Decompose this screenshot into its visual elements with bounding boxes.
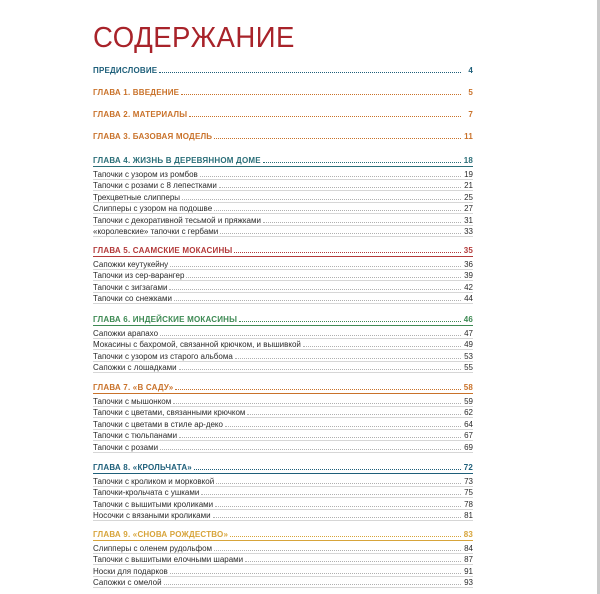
chapter-page-number: 5 bbox=[468, 88, 473, 97]
toc-chapter-entry[interactable] bbox=[93, 86, 473, 97]
toc-item-entry[interactable] bbox=[93, 281, 473, 293]
dot-leader bbox=[200, 176, 461, 177]
item-title: Тапочки-крольчата с ушками bbox=[93, 488, 200, 498]
dot-leader bbox=[235, 358, 461, 359]
toc-item-entry[interactable] bbox=[93, 327, 473, 339]
item-page-number: 42 bbox=[464, 282, 473, 292]
toc-item-entry[interactable] bbox=[93, 475, 473, 487]
toc-item-entry[interactable] bbox=[93, 441, 473, 453]
toc-chapter-entry[interactable] bbox=[93, 108, 473, 119]
dot-leader bbox=[220, 233, 461, 234]
chapter-title: ГЛАВА 2. МАТЕРИАЛЫ bbox=[93, 110, 188, 119]
item-title: Тапочки с мышонком bbox=[93, 397, 172, 406]
dot-leader bbox=[170, 266, 461, 267]
dot-leader bbox=[234, 252, 461, 253]
chapter-page-number: 11 bbox=[464, 132, 473, 141]
dot-leader bbox=[230, 536, 461, 537]
toc-item-entry[interactable] bbox=[93, 292, 473, 304]
chapter-title: ГЛАВА 9. «СНОВА РОЖДЕСТВО» bbox=[93, 530, 229, 539]
dot-leader bbox=[216, 483, 461, 484]
item-page-number: 93 bbox=[464, 578, 473, 588]
dot-leader bbox=[164, 584, 461, 585]
item-title: Тапочки из сер-варангер bbox=[93, 271, 185, 281]
toc-chapter-entry[interactable] bbox=[93, 528, 473, 539]
dot-leader bbox=[201, 494, 461, 495]
item-title: «королевские» тапочки с гербами bbox=[93, 227, 219, 237]
chapter-page-number: 18 bbox=[463, 156, 473, 165]
toc-item-entry[interactable] bbox=[93, 576, 473, 588]
item-title: Тапочки с зигзагами bbox=[93, 282, 168, 292]
toc-item-entry[interactable] bbox=[93, 565, 473, 577]
item-title: Тапочки с вышитыми кроликами bbox=[93, 499, 214, 509]
item-title: Тапочки с цветами, связанными крючком bbox=[93, 408, 246, 418]
chapter-underline bbox=[93, 166, 473, 167]
toc-item-entry[interactable] bbox=[93, 486, 473, 498]
dot-leader bbox=[214, 550, 461, 551]
toc-item-entry[interactable] bbox=[93, 361, 473, 373]
item-page-number: 53 bbox=[464, 351, 473, 361]
item-title: Носочки с вязаными кроликами bbox=[93, 511, 211, 521]
toc-item-entry[interactable] bbox=[93, 498, 473, 510]
item-title: Тапочки с узором из старого альбома bbox=[93, 351, 233, 361]
toc-chapter-entry[interactable] bbox=[93, 381, 473, 392]
dot-leader bbox=[219, 187, 461, 188]
chapter-title: ГЛАВА 1. ВВЕДЕНИЕ bbox=[93, 88, 180, 97]
dot-leader bbox=[189, 116, 461, 117]
toc-item-entry[interactable] bbox=[93, 214, 473, 226]
chapter-title: ГЛАВА 6. ИНДЕЙСКИЕ МОКАСИНЫ bbox=[93, 315, 238, 324]
item-page-number: 19 bbox=[464, 170, 473, 179]
toc-chapter-entry[interactable] bbox=[93, 461, 473, 472]
chapter-underline bbox=[93, 393, 473, 394]
item-title: Тапочки с тюльпанами bbox=[93, 431, 178, 441]
item-title: Слипперы с узором на подошве bbox=[93, 204, 213, 214]
item-title: Тапочки с кроликом и морковкой bbox=[93, 477, 215, 486]
item-page-number: 69 bbox=[464, 442, 473, 452]
toc-item-entry[interactable] bbox=[93, 338, 473, 350]
item-page-number: 91 bbox=[464, 566, 473, 576]
item-title: Тапочки с узором из ромбов bbox=[93, 170, 198, 179]
toc-item-entry[interactable] bbox=[93, 542, 473, 554]
item-page-number: 87 bbox=[464, 555, 473, 565]
item-title: Тапочки со снежками bbox=[93, 294, 172, 304]
toc-item-entry[interactable] bbox=[93, 168, 473, 180]
item-page-number: 75 bbox=[464, 488, 473, 498]
chapter-title: ГЛАВА 3. БАЗОВАЯ МОДЕЛЬ bbox=[93, 132, 213, 141]
chapter-title: ГЛАВА 7. «В САДУ» bbox=[93, 383, 174, 392]
dot-leader bbox=[159, 72, 461, 73]
dot-leader bbox=[179, 369, 461, 370]
dot-leader bbox=[263, 162, 461, 163]
chapter-page-number: 46 bbox=[463, 315, 473, 324]
item-title: Сапожки с омелой bbox=[93, 578, 162, 588]
item-title: Тапочки с цветами в стиле ар-деко bbox=[93, 419, 223, 429]
toc-item-entry[interactable] bbox=[93, 191, 473, 203]
toc-chapter-entry[interactable] bbox=[93, 64, 473, 75]
toc-item-entry[interactable] bbox=[93, 395, 473, 407]
chapter-title: ГЛАВА 4. ЖИЗНЬ В ДЕРЕВЯННОМ ДОМЕ bbox=[93, 156, 261, 165]
item-page-number: 67 bbox=[464, 431, 473, 441]
dot-leader bbox=[170, 573, 461, 574]
toc-item-entry[interactable] bbox=[93, 429, 473, 441]
chapter-underline bbox=[93, 325, 473, 326]
dot-leader bbox=[186, 277, 461, 278]
item-page-number: 21 bbox=[464, 181, 473, 191]
dot-leader bbox=[245, 561, 461, 562]
dot-leader bbox=[214, 138, 461, 139]
page-title: СОДЕРЖАНИЕ bbox=[93, 22, 295, 54]
toc-item-entry[interactable] bbox=[93, 418, 473, 430]
dot-leader bbox=[213, 517, 461, 518]
toc-chapter-entry[interactable] bbox=[93, 130, 473, 141]
toc-chapter-entry[interactable] bbox=[93, 154, 473, 165]
item-title: Сапожки кеутукейну bbox=[93, 260, 169, 269]
toc-item-entry[interactable] bbox=[93, 269, 473, 281]
item-page-number: 62 bbox=[464, 408, 473, 418]
item-page-number: 27 bbox=[464, 204, 473, 214]
dot-leader bbox=[160, 449, 461, 450]
dot-leader bbox=[247, 414, 461, 415]
item-page-number: 39 bbox=[464, 271, 473, 281]
dot-leader bbox=[182, 199, 461, 200]
toc-item-entry[interactable] bbox=[93, 406, 473, 418]
item-page-number: 81 bbox=[464, 511, 473, 521]
item-page-number: 31 bbox=[464, 215, 473, 225]
dot-leader bbox=[173, 403, 461, 404]
dot-leader bbox=[303, 346, 461, 347]
item-title: Тапочки с декоративной тесьмой и пряжками bbox=[93, 215, 261, 225]
item-title: Трехцветные слипперы bbox=[93, 192, 181, 202]
dot-leader bbox=[215, 506, 461, 507]
item-title: Тапочки с вышитыми елочными шарами bbox=[93, 555, 244, 565]
chapter-page-number: 35 bbox=[463, 246, 473, 255]
dot-leader bbox=[175, 389, 461, 390]
item-page-number: 84 bbox=[464, 544, 473, 553]
chapter-title: ГЛАВА 5. СААМСКИЕ МОКАСИНЫ bbox=[93, 246, 233, 255]
toc-item-entry[interactable] bbox=[93, 225, 473, 237]
chapter-title: ПРЕДИСЛОВИЕ bbox=[93, 66, 158, 75]
chapter-title: ГЛАВА 8. «КРОЛЬЧАТА» bbox=[93, 463, 192, 472]
item-page-number: 55 bbox=[464, 363, 473, 373]
chapter-page-number: 72 bbox=[463, 463, 473, 472]
item-title: Мокасины с бахромой, связанной крючком, и вышивкой bbox=[93, 340, 301, 350]
toc-item-entry[interactable] bbox=[93, 258, 473, 270]
chapter-underline bbox=[93, 473, 473, 474]
toc-item-entry[interactable] bbox=[93, 202, 473, 214]
item-title: Носки для подарков bbox=[93, 566, 168, 576]
dot-leader bbox=[214, 210, 461, 211]
toc-chapter-entry[interactable] bbox=[93, 313, 473, 324]
chapter-page-number: 83 bbox=[463, 530, 473, 539]
item-page-number: 44 bbox=[464, 294, 473, 304]
dot-leader bbox=[181, 94, 461, 95]
item-title: Тапочки с розами bbox=[93, 442, 159, 452]
item-page-number: 78 bbox=[464, 499, 473, 509]
dot-leader bbox=[225, 426, 461, 427]
item-page-number: 64 bbox=[464, 419, 473, 429]
item-title: Сапожки арапахо bbox=[93, 329, 159, 338]
item-page-number: 33 bbox=[464, 227, 473, 237]
chapter-underline bbox=[93, 256, 473, 257]
toc-chapter-entry[interactable] bbox=[93, 244, 473, 255]
dot-leader bbox=[263, 222, 461, 223]
item-title: Тапочки с розами с 8 лепестками bbox=[93, 181, 217, 191]
chapter-page-number: 58 bbox=[463, 383, 473, 392]
toc-item-entry[interactable] bbox=[93, 553, 473, 565]
chapter-page-number: 4 bbox=[468, 66, 473, 75]
dot-leader bbox=[239, 321, 461, 322]
chapter-page-number: 7 bbox=[468, 110, 473, 119]
item-title: Слипперы с оленем рудольфом bbox=[93, 544, 213, 553]
dot-leader bbox=[160, 335, 461, 336]
item-page-number: 73 bbox=[464, 477, 473, 486]
dot-leader bbox=[174, 300, 461, 301]
item-page-number: 59 bbox=[464, 397, 473, 406]
dot-leader bbox=[194, 469, 461, 470]
item-page-number: 25 bbox=[464, 192, 473, 202]
item-page-number: 49 bbox=[464, 340, 473, 350]
toc-item-entry[interactable] bbox=[93, 350, 473, 362]
toc-item-entry[interactable] bbox=[93, 509, 473, 521]
item-page-number: 36 bbox=[464, 260, 473, 269]
toc-item-entry[interactable] bbox=[93, 179, 473, 191]
dot-leader bbox=[179, 437, 461, 438]
item-title: Сапожки с лошадками bbox=[93, 363, 177, 373]
chapter-underline bbox=[93, 540, 473, 541]
item-page-number: 47 bbox=[464, 329, 473, 338]
dot-leader bbox=[169, 289, 461, 290]
